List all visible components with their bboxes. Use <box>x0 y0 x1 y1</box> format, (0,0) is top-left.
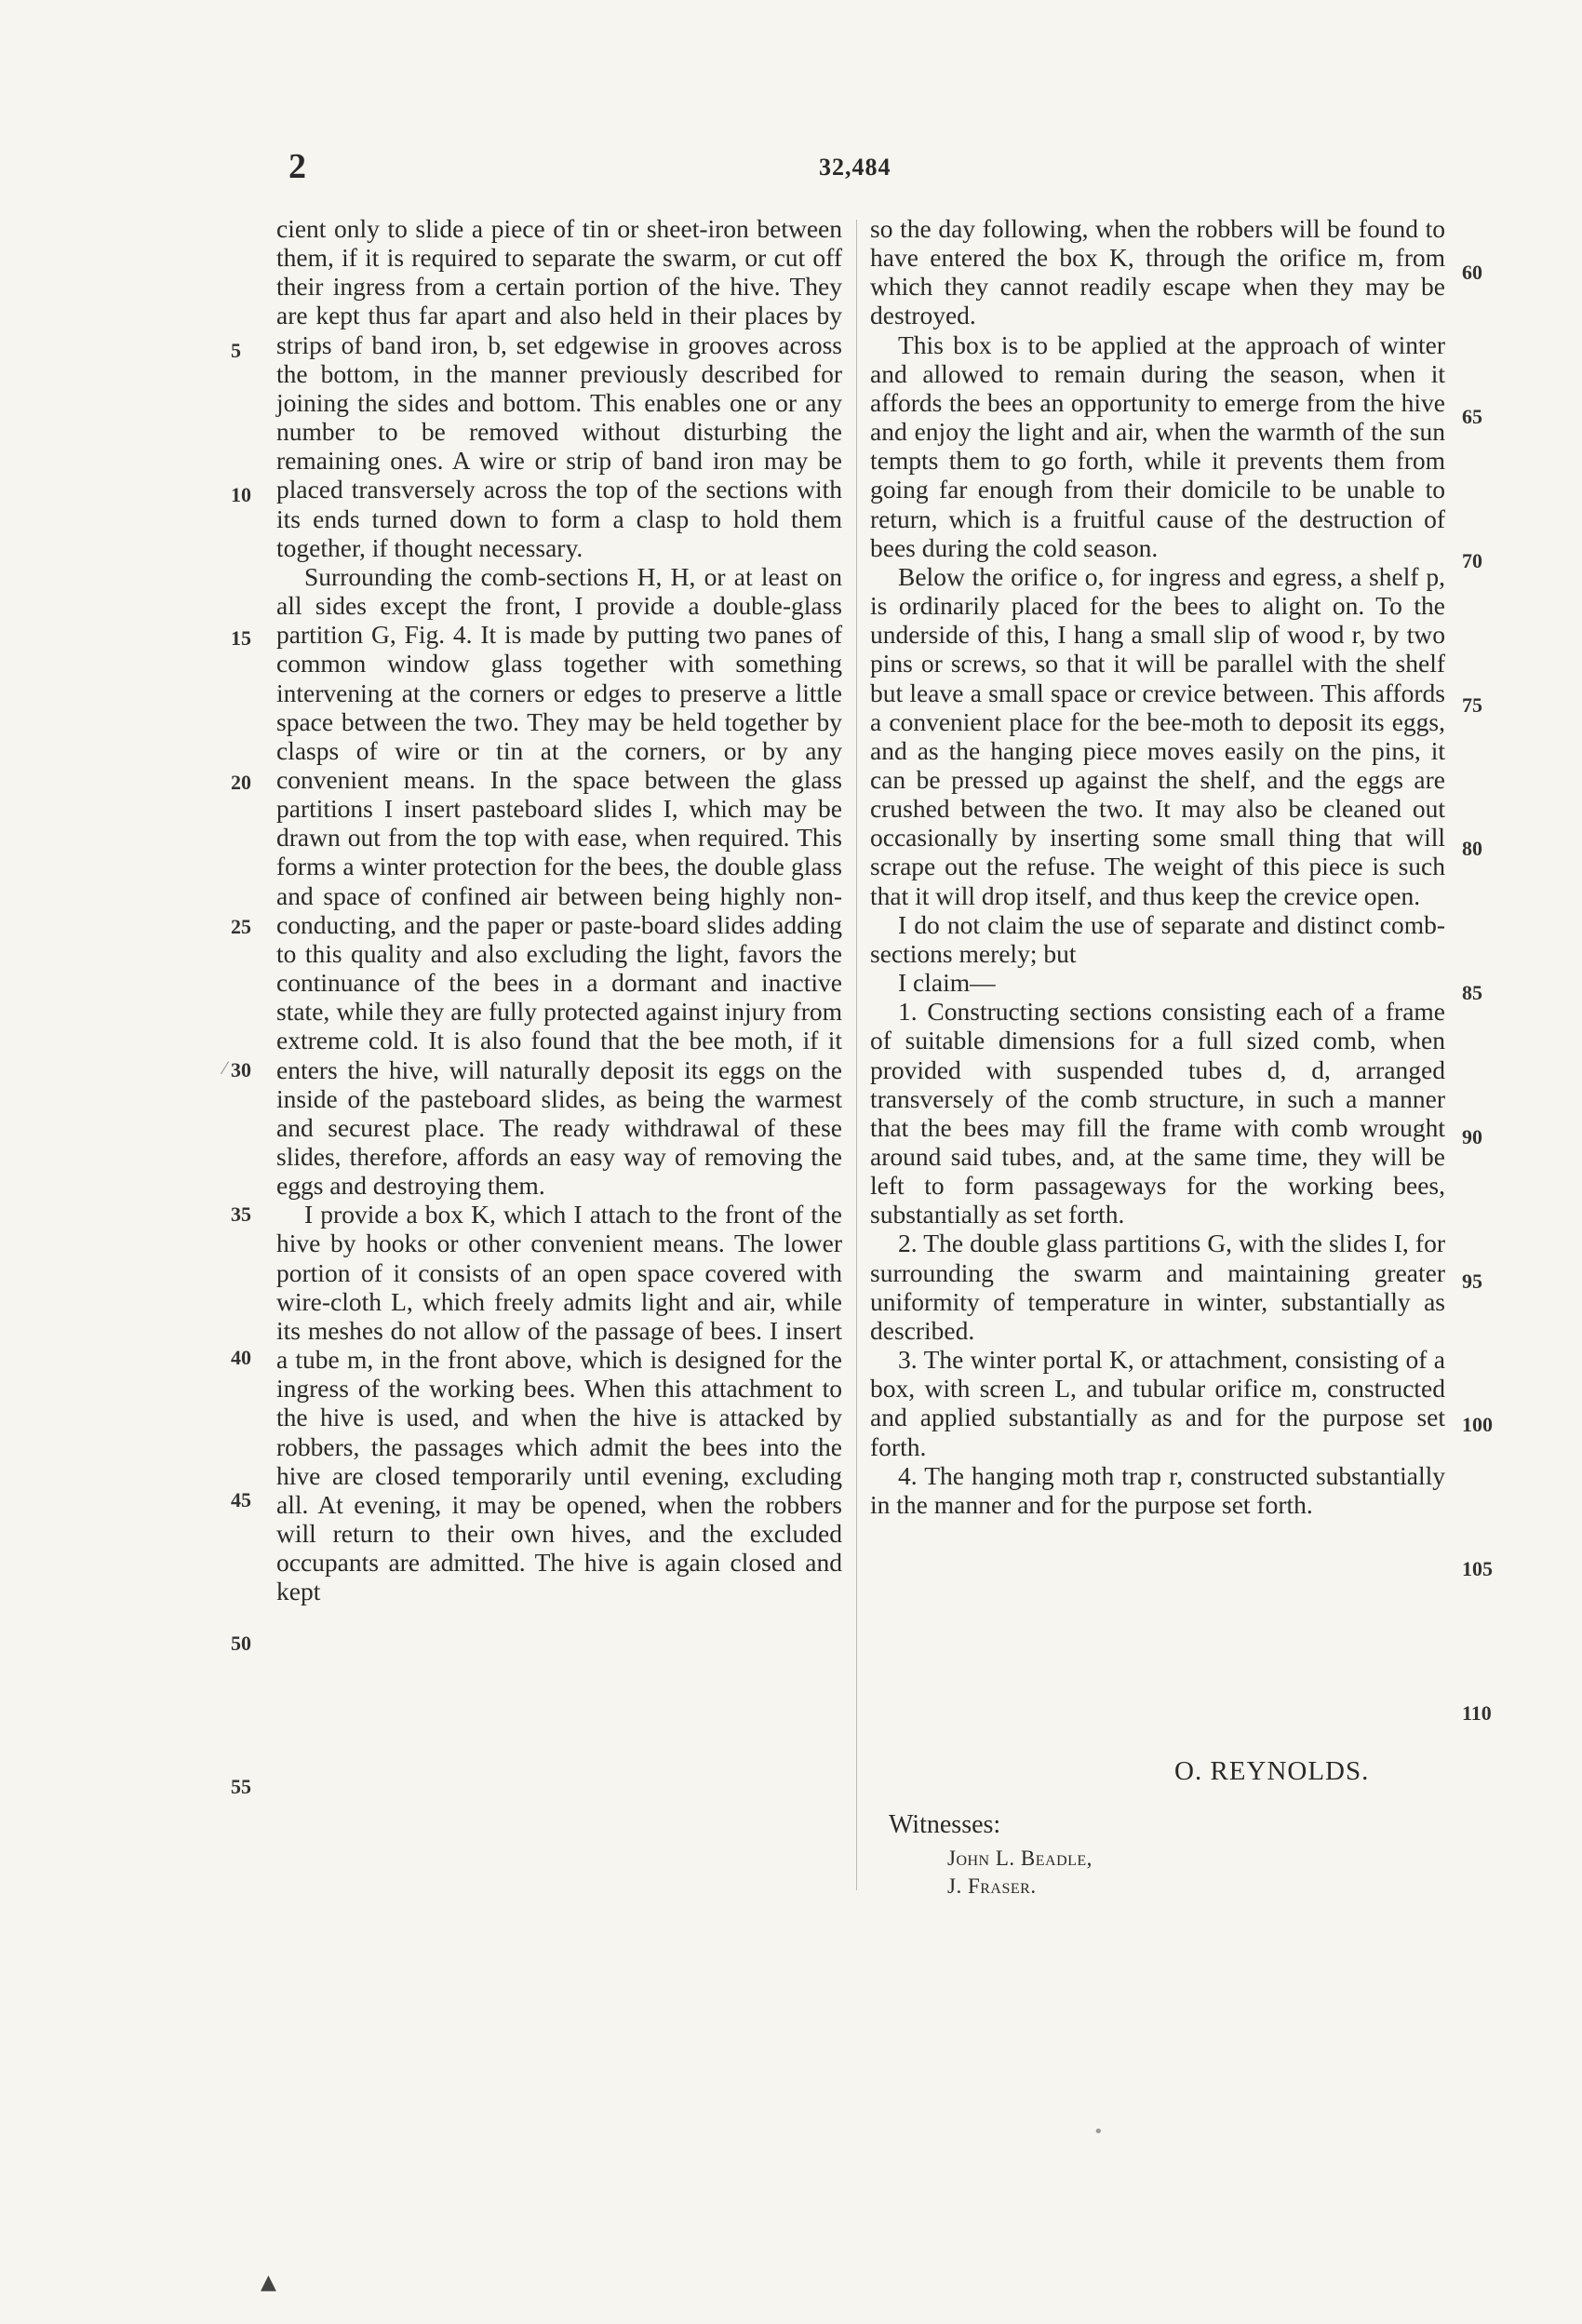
signature: O. REYNOLDS. <box>1174 1756 1370 1786</box>
line-number-left-50: 50 <box>231 1632 251 1655</box>
claim-1: 1. Constructing sections consisting each of a frame of suitable dimensions for a full sized comb, when provided with suspended tubes d, d, arranged transversely of the comb structure, in such a manner that the bees may fill the frame with comb wrought around said tubes, and, at the same time, they will be left to form passageways for the working bees, substantially as set forth. <box>870 997 1445 1229</box>
left-paragraph-3: I provide a box K, which I attach to the front of the hive by hooks or other convenient means. The lower portion of it consists of an open space covered with wire-cloth L, which freely admits light and air, while its meshes do not allow of the passage of bees. I insert a tube m, in the front above, which is designed for the ingress of the working bees. When this attachment to the hive is used, and when the hive is attacked by robbers, the passages which admit the bees into the hive are closed temporarily until evening, excluding all. At evening, it may be opened, when the robbers will return to their own hives, and the excluded occupants are admitted. The hive is again closed and kept <box>276 1200 842 1606</box>
right-paragraph-4: I do not claim the use of separate and distinct comb-sections merely; but <box>870 909 1445 968</box>
scan-speck: ⁄ <box>223 1059 227 1079</box>
claim-3: 3. The winter portal K, or attachment, consisting of a box, with screen L, and tubular orifice m, constructed and applied substantially as and for the purpose set forth. <box>870 1345 1445 1461</box>
witness-2: J. Fraser. <box>947 1874 1037 1898</box>
page-number: 2 <box>288 147 306 186</box>
line-number-right-70: 70 <box>1462 549 1482 572</box>
line-number-left-5: 5 <box>231 339 241 362</box>
claims-intro: I claim— <box>898 968 996 998</box>
line-number-left-25: 25 <box>231 915 251 938</box>
line-number-left-55: 55 <box>231 1775 251 1798</box>
line-number-left-45: 45 <box>231 1488 251 1511</box>
line-number-left-35: 35 <box>231 1202 251 1226</box>
line-number-right-100: 100 <box>1462 1413 1493 1436</box>
left-paragraph-1: cient only to slide a piece of tin or sheet-iron between them, if it is required to separate the swarm, or cut off their ingress from a certain portion of the hive. They are kept thus far apart and also held in their places by strips of band iron, b, set edgewise in grooves across the bottom, in the manner previously described for joining the sides and bottom. This enables one or any number to be removed without disturbing the remaining ones. A wire or strip of band iron may be placed transversely across the top of the sections with its ends turned down to form a clasp to hold them together, if thought necessary. <box>276 214 842 562</box>
line-number-right-110: 110 <box>1462 1701 1492 1725</box>
claim-4: 4. The hanging moth trap r, constructed substantially in the manner and for the purpose set forth. <box>870 1460 1445 1519</box>
line-number-right-90: 90 <box>1462 1125 1482 1149</box>
line-number-right-105: 105 <box>1462 1557 1493 1580</box>
line-number-right-85: 85 <box>1462 981 1482 1004</box>
claim-2: 2. The double glass partitions G, with the slides I, for surrounding the swarm and maintaining greater uniformity of temperature in winter, substantially as described. <box>870 1229 1445 1345</box>
line-number-right-80: 80 <box>1462 837 1482 860</box>
left-column <box>276 214 842 1606</box>
left-paragraph-2: Surrounding the comb-sections H, H, or at least on all sides except the front, I provide a double-glass partition G, Fig. 4. It is made by putting two panes of common window glass together with something intervening at the corners or edges to preserve a little space between the two. They may be held together by clasps of wire or tin at the corners, or by any convenient means. In the space between the glass partitions I insert pasteboard slides I, which may be drawn out from the top with ease, when required. This forms a winter protection for the bees, the double glass and space of confined air between being highly non-conducting, and the paper or paste-board slides adding to this quality and also excluding the light, favors the continuance of the bees in a dormant and inactive state, while they are fully protected against injury from extreme cold. It is also found that the bee moth, if it enters the hive, will naturally deposit its eggs on the inside of the pasteboard slides, as being the warmest and securest place. The ready withdrawal of these slides, therefore, affords an easy way of removing the eggs and destroying them. <box>276 561 842 1201</box>
line-number-left-10: 10 <box>231 483 251 506</box>
line-number-right-65: 65 <box>1462 405 1482 428</box>
right-paragraph-1: so the day following, when the robbers will be found to have entered the box K, through the orifice m, from which they cannot readily escape when they may be destroyed. <box>870 214 1445 330</box>
line-number-right-95: 95 <box>1462 1269 1482 1293</box>
right-column <box>870 214 1445 1519</box>
column-divider <box>856 220 857 1890</box>
right-paragraph-2: This box is to be applied at the approach of winter and allowed to remain during the season, when it affords the bees an opportunity to emerge from the hive and enjoy the light and air, when the warmth of the sun tempts them to go forth, while it prevents them from going far enough from their domicile to be unable to return, which is a fruitful cause of the destruction of bees during the cold season. <box>870 329 1445 562</box>
line-number-right-60: 60 <box>1462 261 1482 284</box>
line-number-left-40: 40 <box>231 1346 251 1369</box>
scan-speck: ▲ <box>261 2271 276 2294</box>
line-number-left-30: 30 <box>231 1058 251 1081</box>
witnesses-label: Witnesses: <box>889 1810 1001 1839</box>
line-number-right-75: 75 <box>1462 693 1482 717</box>
line-number-left-20: 20 <box>231 771 251 794</box>
patent-number: 32,484 <box>819 154 892 181</box>
line-number-left-15: 15 <box>231 626 251 650</box>
right-paragraph-3: Below the orifice o, for ingress and egress, a shelf p, is ordinarily placed for the bees to alight on. To the underside of this, I hang a small slip of wood r, by two pins or screws, so that it will be parallel with the shelf but leave a small space or crevice between. This affords a convenient place for the bee-moth to deposit its eggs, and as the hanging piece moves easily on the pins, it can be pressed up against the shelf, and the eggs are crushed between the two. It may also be cleaned out occasionally by inserting some small thing that will scrape out the refuse. The weight of this piece is such that it will drop itself, and thus keep the crevice open. <box>870 561 1445 910</box>
scan-speck: • <box>1093 2122 1104 2142</box>
witness-1: John L. Beadle, <box>947 1847 1093 1870</box>
